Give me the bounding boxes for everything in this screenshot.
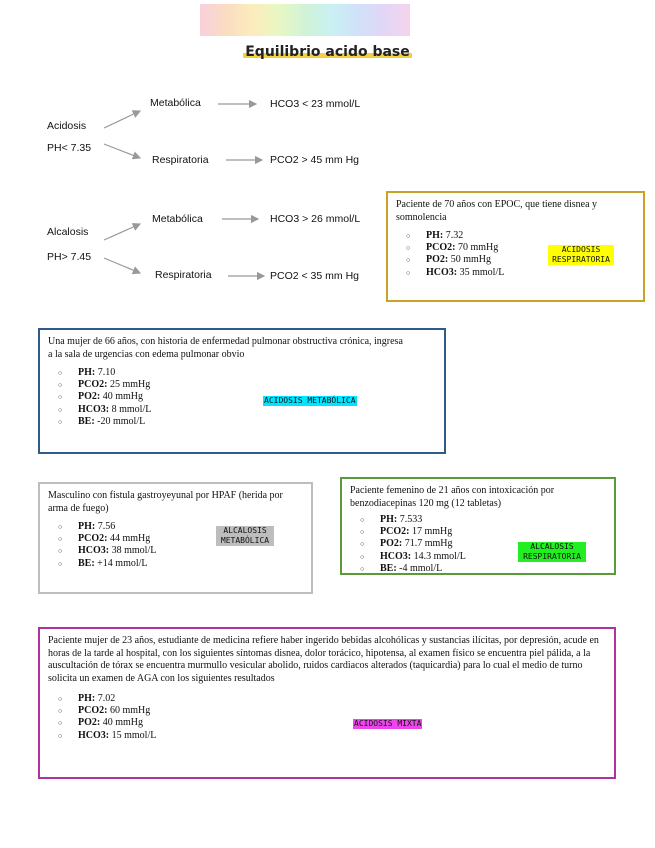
alcalosis-metabolic-type: Metabólica <box>152 213 203 225</box>
alcalosis-label: Alcalosis <box>47 226 89 238</box>
alcalosis-ph: PH> 7.45 <box>47 251 92 263</box>
value-row: ○ BE: +14 mmol/L <box>78 558 303 570</box>
alcalosis-respiratory-type: Respiratoria <box>155 269 212 281</box>
alcalosis-respiratory-value: PCO2 < 35 mm Hg <box>270 270 359 282</box>
value-row: ○ PCO2: 44 mmHg <box>78 533 303 545</box>
value-row: ○ PH: 7.533 <box>380 514 606 526</box>
value-row: ○ PH: 7.10 <box>78 367 436 379</box>
case-card-epoc <box>386 191 645 302</box>
value-row: ○ HCO3: 8 mmol/L <box>78 404 436 416</box>
case-description: Una mujer de 66 años, con historia de enfermedad pulmonar obstructiva crónica, ingresa a la sala de urgencias con edema pulmonar obvio <box>48 336 403 360</box>
case-card-fistula <box>38 482 313 594</box>
value-row: ○ BE: -4 mmol/L <box>380 563 606 575</box>
acidosis-respiratory-value: PCO2 > 45 mm Hg <box>270 154 359 166</box>
case-description: Masculino con fistula gastroyeyunal por HPAF (herida por arma de fuego) <box>48 490 283 514</box>
case-card-benzodiazepine <box>340 477 616 575</box>
value-row: ○ PO2: 40 mmHg <box>78 717 606 729</box>
value-row: ○ HCO3: 14.3 mmol/L <box>380 551 606 563</box>
case-description: Paciente mujer de 23 años, estudiante de medicina refiere haber ingerido bebidas alcohólicas y sustancias ilícitas, por depresión, acude en horas de la tarde al hospital, con los siguientes síntomas disnea, dolor torácico, hipotensa, al examen físico se encuentra piel pálida, a la auscultación de tórax se encuentra murmullo vesicular abolido, ruidos cardiacos alterados (taquicardia) para lo cual el medio de turno solicita un examen de AGA con los siguientes resultados <box>48 635 599 684</box>
acidosis-label: Acidosis <box>47 120 87 132</box>
value-row: ○ PCO2: 70 mmHg <box>426 242 635 254</box>
value-row: ○ HCO3: 38 mmol/L <box>78 545 303 557</box>
acidosis-respiratory-type: Respiratoria <box>152 154 209 166</box>
case-description: Paciente femenino de 21 años con intoxicación por benzodiacepinas 120 mg (12 tabletas) <box>350 485 555 509</box>
page-title: Equilibrio acido base <box>245 44 410 60</box>
acidosis-metabolic-value: HCO3 < 23 mmol/L <box>270 98 361 110</box>
value-row: ○ PH: 7.02 <box>78 693 606 705</box>
acidosis-ph: PH< 7.35 <box>47 142 92 154</box>
case-description: Paciente de 70 años con EPOC, que tiene disnea y somnolencia <box>396 199 598 223</box>
diagnosis-badge: ALCALOSIS RESPIRATORIA <box>518 542 586 562</box>
acidosis-metabolic-type: Metabólica <box>150 97 201 109</box>
alcalosis-metabolic-value: HCO3 > 26 mmol/L <box>270 213 361 225</box>
value-row: ○ PCO2: 60 mmHg <box>78 705 606 717</box>
value-row: ○ HCO3: 35 mmol/L <box>426 267 635 279</box>
value-row: ○ PH: 7.56 <box>78 521 303 533</box>
value-row: ○ PCO2: 25 mmHg <box>78 379 436 391</box>
arrow-alcalosis-metabolic <box>104 224 140 240</box>
diagnosis-badge: ACIDOSIS MIXTA <box>354 719 422 728</box>
arrow-acidosis-respiratory <box>104 144 140 158</box>
case-card-copd-woman <box>38 328 446 454</box>
arrow-alcalosis-respiratory <box>104 258 140 273</box>
value-row: ○ PO2: 50 mmHg <box>426 254 635 266</box>
diagnosis-badge: ACIDOSIS METABÓLICA <box>264 396 356 405</box>
value-row: ○ PCO2: 17 mmHg <box>380 526 606 538</box>
value-row: ○ HCO3: 15 mmol/L <box>78 730 606 742</box>
value-row: ○ PO2: 71.7 mmHg <box>380 538 606 550</box>
value-row: ○ BE: -20 mmol/L <box>78 416 436 428</box>
arrow-acidosis-metabolic <box>104 111 140 128</box>
case-values <box>48 693 606 742</box>
case-card-mixed <box>38 627 616 779</box>
case-values <box>48 367 436 428</box>
diagnosis-badge: ALCALOSIS METABÓLICA <box>216 526 274 546</box>
value-row: ○ PO2: 40 mmHg <box>78 391 436 403</box>
diagnosis-badge: ACIDOSIS RESPIRATORIA <box>548 245 614 265</box>
value-row: ○ PH: 7.32 <box>426 230 635 242</box>
